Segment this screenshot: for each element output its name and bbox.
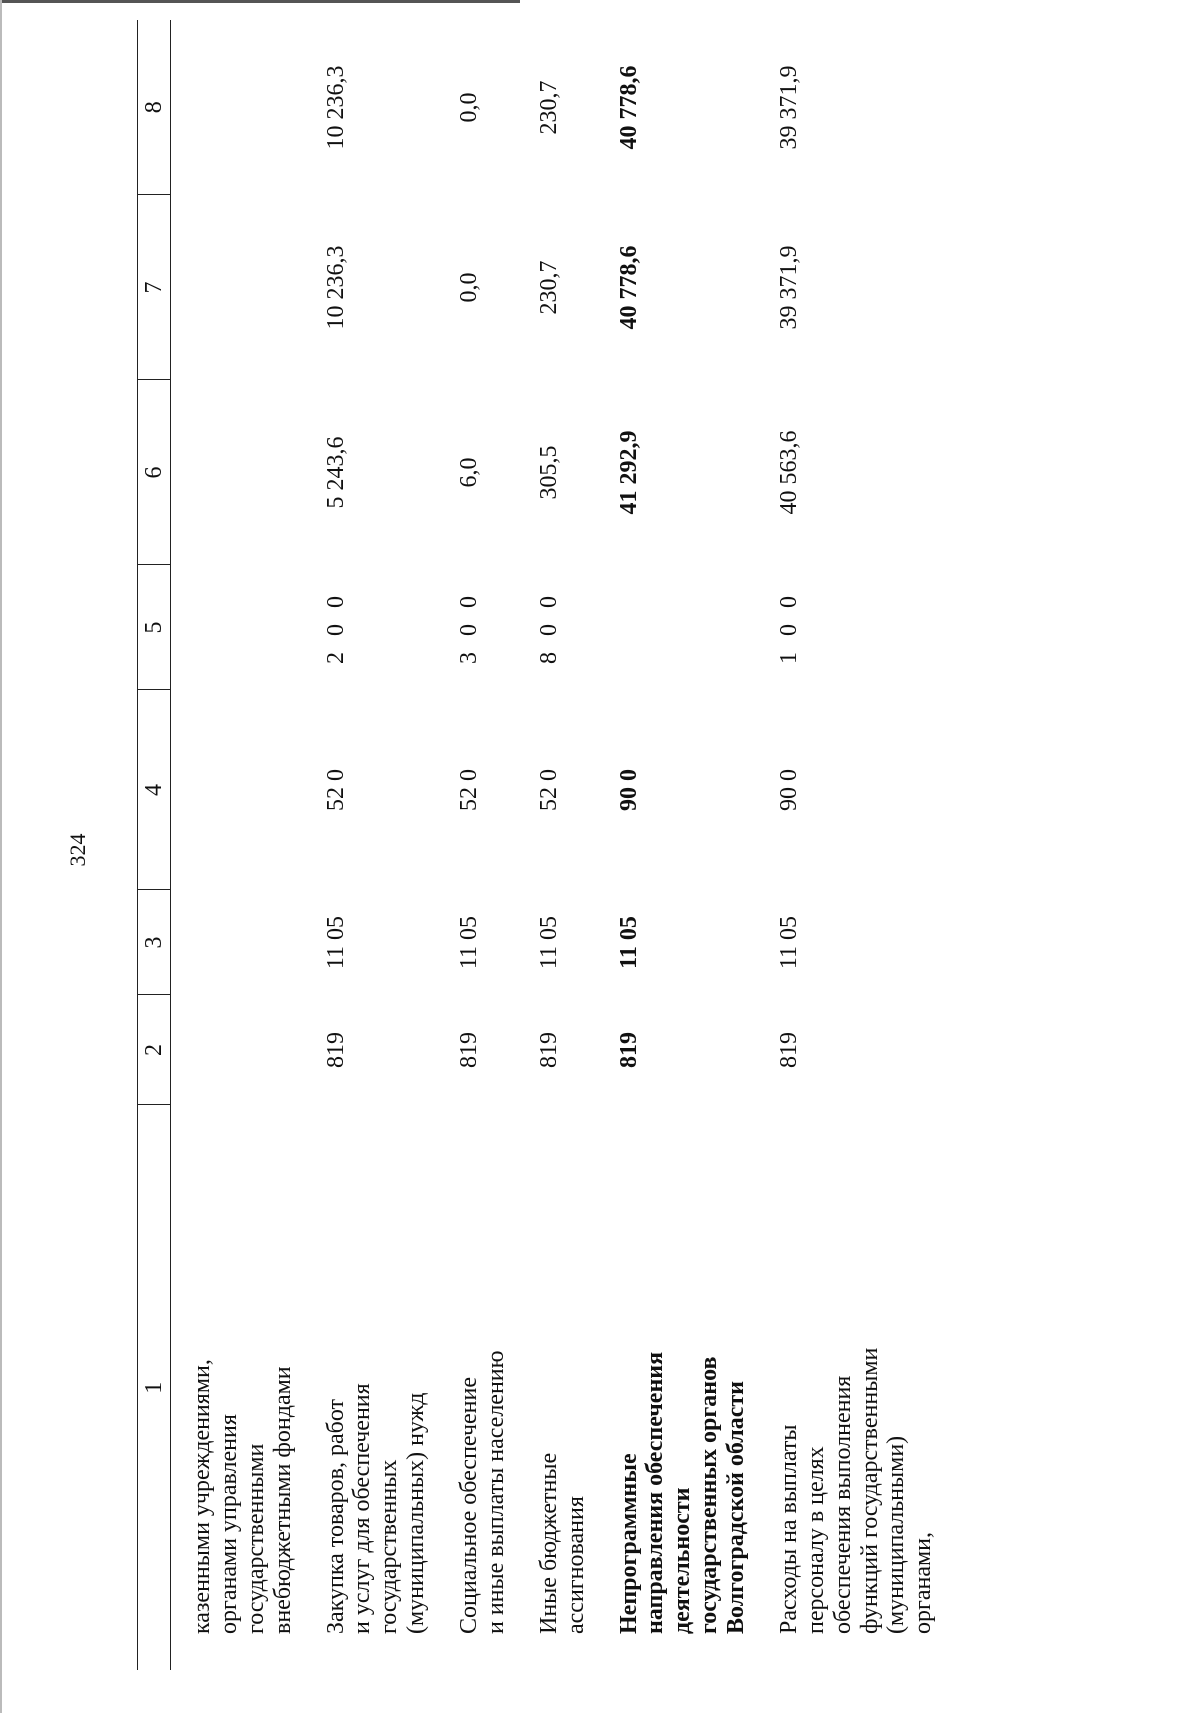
description-line: Иные бюджетные (535, 1452, 562, 1634)
budget-org-code: 819 (775, 1032, 802, 1068)
expense-type-code: 2 0 0 (322, 591, 349, 664)
expense-type-code: 3 0 0 (456, 591, 482, 664)
row-description (510, 1105, 590, 1670)
table-row (510, 20, 590, 1670)
table-row (750, 20, 937, 1670)
budget-org-code: 819 (615, 1032, 642, 1068)
description-line: ассигнования (562, 1496, 589, 1634)
amount-col-7: 230,7 (535, 260, 562, 315)
description-line: направления обеспечения (642, 1351, 669, 1634)
description-line: Непрограммные (615, 1453, 642, 1634)
program-code: 90 0 (615, 769, 642, 811)
amount-col-8: 0,0 (456, 92, 482, 123)
row-description (590, 1105, 750, 1670)
budget-table (137, 20, 937, 1670)
description-line: и иные выплаты населению (482, 1350, 509, 1634)
table-row (171, 20, 297, 1670)
row-description (171, 1105, 297, 1670)
description-line: внебюджетными фондами (269, 1366, 296, 1634)
amount-col-7 (171, 195, 297, 380)
budget-org-code: 819 (456, 1032, 482, 1068)
table-row (590, 20, 750, 1670)
description-line: государственных органов (696, 1356, 723, 1634)
description-line: Волгоградской области (723, 1381, 749, 1634)
amount-col-7: 10 236,3 (322, 245, 349, 330)
column-header: 3 (138, 890, 171, 995)
scan-edge-left (0, 0, 2, 1713)
section-code: 11 05 (456, 915, 482, 970)
program-code: 52 0 (322, 769, 349, 811)
description-line: функций государственными (856, 1347, 883, 1634)
section-code (171, 890, 297, 995)
column-header: 8 (138, 20, 171, 195)
description-line: казенными учреждениями, (189, 1359, 215, 1634)
amount-col-6: 305,5 (535, 445, 562, 500)
amount-col-8: 10 236,3 (322, 65, 349, 150)
amount-col-8: 230,7 (535, 80, 562, 135)
row-description (750, 1105, 937, 1670)
description-line: (муниципальными) (883, 1435, 910, 1634)
amount-col-8: 39 371,9 (775, 65, 802, 150)
amount-col-7: 40 778,6 (615, 245, 642, 330)
section-code: 11 05 (322, 915, 349, 970)
row-description (297, 1105, 431, 1670)
table-row (297, 20, 431, 1670)
description-line: Социальное обеспечение (456, 1376, 482, 1634)
rotated-page-content (137, 20, 1017, 1670)
description-line: государственными (242, 1443, 269, 1634)
description-line: Закупка товаров, работ (322, 1399, 349, 1634)
program-code: 52 0 (535, 769, 562, 811)
description-line: обеспечения выполнения (829, 1375, 856, 1634)
expense-type-code (171, 565, 297, 690)
description-line: органами управления (215, 1414, 242, 1634)
description-line: Расходы на выплаты (775, 1424, 802, 1634)
section-code: 11 05 (535, 915, 562, 970)
amount-col-7: 0,0 (456, 272, 482, 303)
amount-col-8: 40 778,6 (615, 65, 642, 150)
expense-type-code: 8 0 0 (535, 591, 562, 664)
program-code: 52 0 (456, 769, 482, 811)
column-header: 5 (138, 565, 171, 690)
description-line: (муниципальных) нужд (403, 1392, 430, 1634)
program-code (171, 690, 297, 890)
program-code: 90 0 (775, 769, 802, 811)
column-header: 2 (138, 995, 171, 1105)
budget-org-code (171, 995, 297, 1105)
page-number: 324 (65, 833, 90, 867)
amount-col-7: 39 371,9 (775, 245, 802, 330)
description-line: органами, (910, 1531, 937, 1634)
amount-col-6: 5 243,6 (322, 436, 349, 509)
column-header: 1 (138, 1105, 171, 1670)
amount-col-8 (171, 20, 297, 195)
column-header: 7 (138, 195, 171, 380)
expense-type-code (590, 565, 750, 690)
expense-type-code: 1 0 0 (775, 591, 802, 664)
scan-edge-top (0, 0, 520, 3)
section-code: 11 05 (615, 916, 642, 969)
section-code: 11 05 (775, 915, 802, 970)
budget-org-code: 819 (535, 1032, 562, 1068)
amount-col-6: 41 292,9 (615, 430, 642, 515)
amount-col-6: 40 563,6 (775, 430, 802, 515)
amount-col-6: 6,0 (456, 457, 482, 488)
description-line: персоналу в целях (802, 1446, 829, 1634)
description-line: деятельности (669, 1487, 696, 1634)
description-line: государственных (376, 1459, 403, 1634)
table-body (171, 20, 938, 1670)
budget-org-code: 819 (322, 1032, 349, 1068)
amount-col-6 (171, 380, 297, 565)
table-header-row (138, 20, 171, 1670)
description-line: и услуг для обеспечения (349, 1383, 376, 1634)
table-row (430, 20, 510, 1670)
column-header: 4 (138, 690, 171, 890)
column-header: 6 (138, 380, 171, 565)
row-description (430, 1105, 510, 1670)
